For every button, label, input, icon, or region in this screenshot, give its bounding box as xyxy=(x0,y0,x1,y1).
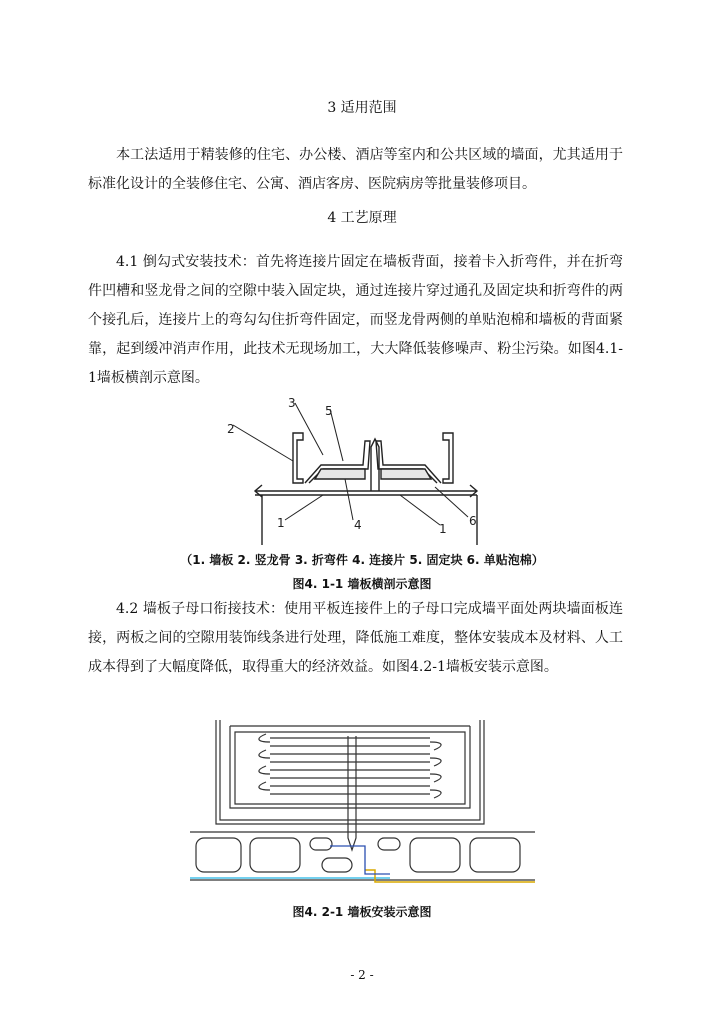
fixing-block-right xyxy=(381,469,431,479)
label-5: 5 xyxy=(325,404,333,418)
fixing-block-left xyxy=(315,469,365,479)
label-1-left: 1 xyxy=(277,516,285,530)
spring-stack xyxy=(259,734,441,798)
section-4-heading: 4 工艺原理 xyxy=(327,210,397,226)
wall-panel-installation-figure xyxy=(190,720,535,885)
label-2: 2 xyxy=(227,422,235,436)
label-4: 4 xyxy=(354,518,362,532)
leader-3 xyxy=(295,403,323,455)
panel-cell xyxy=(250,838,300,872)
label-1-right: 1 xyxy=(439,522,447,536)
panel-cell xyxy=(322,858,352,872)
tongue-groove-line xyxy=(330,846,390,874)
center-fastener xyxy=(348,736,356,850)
leader-1b xyxy=(400,495,440,525)
figure-4-1-caption: 图4. 1-1 墙板横剖示意图 xyxy=(292,577,432,591)
section-4-1-paragraph: 4.1 倒勾式安装技术：首先将连接片固定在墙板背面，接着卡入折弯件，并在折弯件凹槽和竖龙骨之间的空隙中装入固定块，通过连接片穿过通孔及固定块和折弯件的两个接孔后，连接片上的弯勾勾住折弯件固定，而竖龙骨两侧的单贴泡棉和墙板的背面紧靠，起到缓冲消声作用，此技术无现场加工，大大降低装修噪声、粉尘污染。如图4.1-1墙板横剖示意图。 xyxy=(88,254,623,386)
page-number: - 2 - xyxy=(350,968,374,982)
figure-4-2-caption: 图4. 2-1 墙板安装示意图 xyxy=(292,905,432,919)
panel-band xyxy=(190,832,535,880)
panel-cell xyxy=(470,838,520,872)
label-6: 6 xyxy=(469,514,477,528)
figure-4-1-legend: （1. 墙板 2. 竖龙骨 3. 折弯件 4. 连接片 5. 固定块 6. 单贴泡棉） xyxy=(180,553,544,567)
left-keel xyxy=(293,433,303,483)
leader-4 xyxy=(345,479,353,520)
label-3: 3 xyxy=(288,396,296,410)
section-4-2-paragraph: 4.2 墙板子母口衔接技术：使用平板连接件上的子母口完成墙平面处两块墙面板连接，两板之间的空隙用装饰线条进行处理，降低施工难度，整体安装成本及材料、人工成本得到了大幅度降低，取得重大的经济效益。如图4.2-1墙板安装示意图。 xyxy=(88,601,623,675)
section-3-heading: 3 适用范围 xyxy=(327,100,397,116)
leader-2 xyxy=(233,425,293,461)
wall-panel-cross-section-figure xyxy=(225,395,500,545)
leader-1a xyxy=(285,495,323,520)
panel-cell xyxy=(310,838,332,850)
panel-cell xyxy=(378,838,400,850)
panel-cell xyxy=(410,838,460,872)
panel-cell xyxy=(196,838,241,872)
right-keel xyxy=(443,433,453,483)
section-3-paragraph: 本工法适用于精装修的住宅、办公楼、酒店等室内和公共区域的墙面，尤其适用于标准化设计的全装修住宅、公寓、酒店客房、医院病房等批量装修项目。 xyxy=(88,147,623,192)
